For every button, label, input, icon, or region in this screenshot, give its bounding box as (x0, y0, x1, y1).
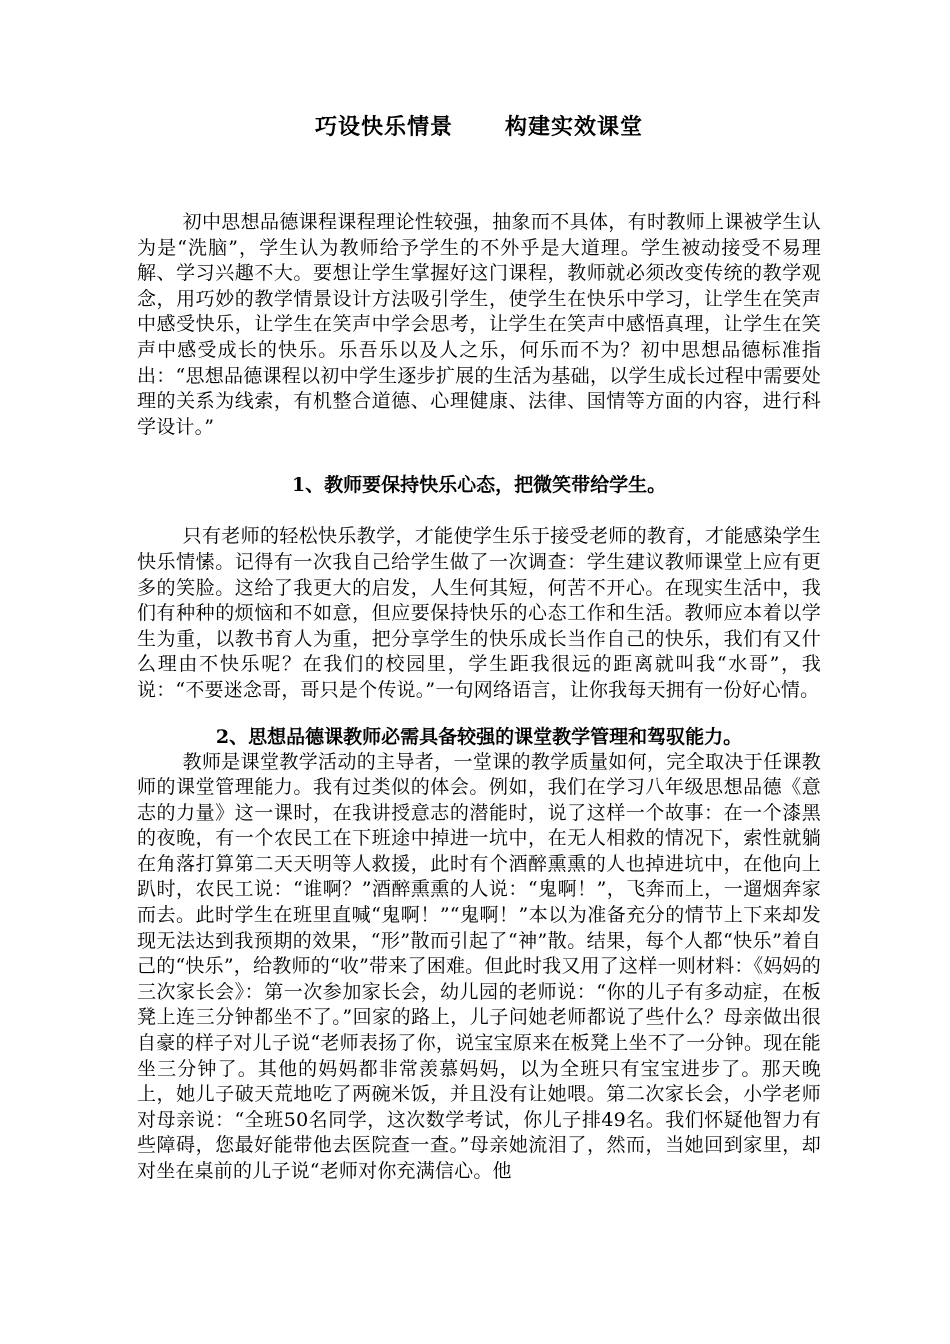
section-1-heading: 1、教师要保持快乐心态，把微笑带给学生。 (291, 474, 667, 497)
document-title: 巧设快乐情景 构建实效课堂 (315, 114, 643, 140)
intro-paragraph: 初中思想品德课程课程理论性较强，抽象而不具体，有时教师上课被学生认为是“洗脑”，学生认为教师给予学生的不外乎是大道理。学生被动接受不易理解、学习兴趣不大。要想让学生掌握好这门课程，教师就必须改变传统的教学观念，用巧妙的教学情景设计方法吸引学生，使学生在快乐中学习，让学生在笑声中感受快乐，让学生在笑声中学会思考，让学生在笑声中感悟真理，让学生在笑声中感受成长的快乐。乐吾乐以及人之乐，何乐而不为？初中思想品德标准指出：“思想品德课程以初中学生逐步扩展的生活为基础，以学生成长过程中需要处理的关系为线索，有机整合道德、心理健康、法律、国情等方面的内容，进行科学设计。” (137, 211, 821, 438)
document-page (137, 100, 821, 1185)
section-2-heading: 2、思想品德课教师必需具备较强的课堂教学管理和驾驭能力。 (215, 725, 743, 748)
section-2-paragraph: 教师是课堂教学活动的主导者，一堂课的教学质量如何，完全取决于任课教师的课堂管理能力。我有过类似的体会。例如，我们在学习八年级思想品德《意志的力量》这一课时，在我讲授意志的潜能时，说了这样一个故事：在一个漆黑的夜晚，有一个农民工在下班途中掉进一坑中，在无人相救的情况下，索性就躺在角落打算第二天天明等人救援，此时有个酒醉熏熏的人也掉进坑中，在他向上趴时，农民工说：“谁啊？”酒醉熏熏的人说：“鬼啊！”，飞奔而上，一遛烟奔家而去。此时学生在班里直喊“鬼啊！”“鬼啊！”本以为准备充分的情节上下来却发现无法达到我预期的效果，“形”散而引起了“神”散。结果，每个人都“快乐”着自己的“快乐”，给教师的“收”带来了困难。但此时我又用了这样一则材料：《妈妈的三次家长会》：第一次参加家长会，幼儿园的老师说：“你的儿子有多动症，在板凳上连三分钟都坐不了。”回家的路上，儿子问她老师都说了些什么？母亲做出很自豪的样子对儿子说“老师表扬了你，说宝宝原来在板凳上坐不了一分钟。现在能坐三分钟了。其他的妈妈都非常羡慕妈妈，以为全班只有宝宝进步了。那天晚上，她儿子破天荒地吃了两碗米饭，并且没有让她喂。第二次家长会，小学老师对母亲说：“全班50名同学，这次数学考试，你儿子排49名。我们怀疑他智力有些障碍，您最好能带他去医院查一查。”母亲她流泪了，然而，当她回到家里，却对坐在桌前的儿子说“老师对你充满信心。他 (137, 750, 821, 1182)
section-1-paragraph: 只有老师的轻松快乐教学，才能使学生乐于接受老师的教育，才能感染学生快乐情愫。记得有一次我自己给学生做了一次调查：学生建议教师课堂上应有更多的笑脸。这给了我更大的启发，人生何其短，何苦不开心。在现实生活中，我们有种种的烦恼和不如意，但应要保持快乐的心态工作和生活。教师应本着以学生为重，以教书育人为重，把分享学生的快乐成长当作自己的快乐，我们有又什么理由不快乐呢？在我们的校园里，学生距我很远的距离就叫我“水哥”，我说：“不要迷念哥，哥只是个传说。”一句网络语言，让你我每天拥有一份好心情。 (137, 525, 821, 701)
